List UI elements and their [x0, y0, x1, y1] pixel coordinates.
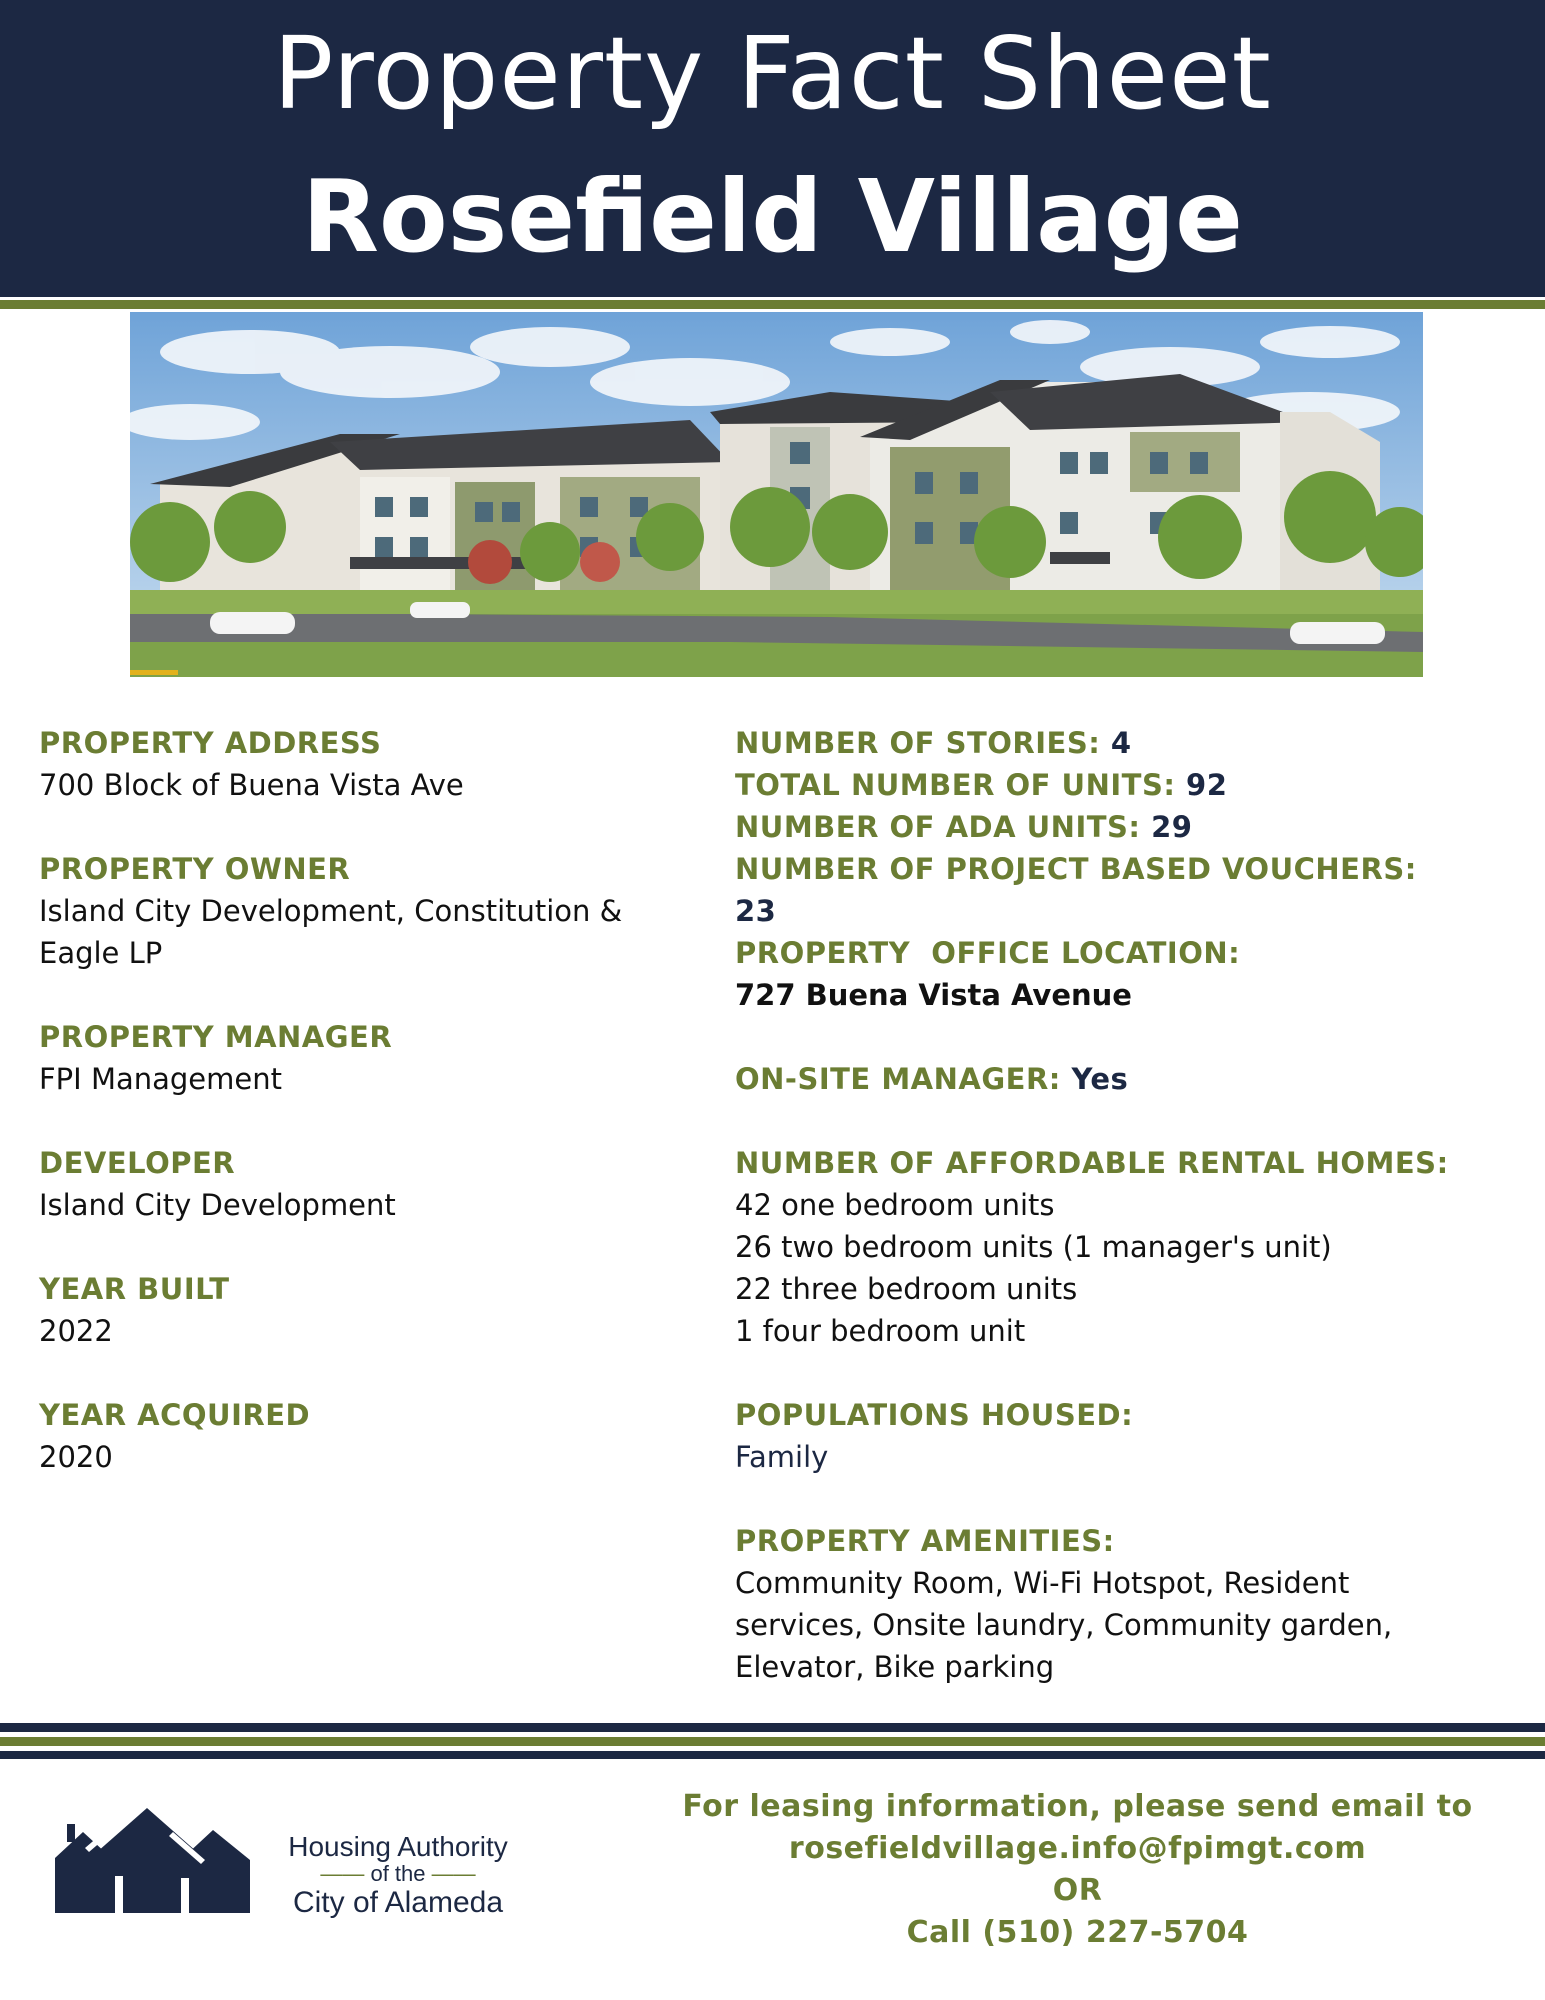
leasing-contact	[660, 1786, 1495, 1954]
vouchers-label: NUMBER OF PROJECT BASED VOUCHERS:	[735, 852, 1417, 886]
header-banner	[0, 0, 1545, 297]
left-column	[39, 722, 679, 1478]
property-owner-value-line2: Eagle LP	[39, 936, 163, 970]
homes-item-two-bedroom: 26 two bedroom units (1 manager's unit)	[735, 1230, 1332, 1264]
property-address-label: PROPERTY ADDRESS	[39, 726, 382, 760]
contact-phone-link[interactable]: Call (510) 227-5704	[906, 1915, 1249, 1950]
logo-line-1: Housing Authority	[288, 1831, 508, 1862]
homes-item-one-bedroom: 42 one bedroom units	[735, 1188, 1055, 1222]
contact-intro: For leasing information, please send email to	[682, 1789, 1473, 1824]
property-owner-value-line1: Island City Development, Constitution &	[39, 894, 623, 928]
property-name-title: Rosefield Village	[301, 158, 1243, 275]
ada-row	[735, 806, 1515, 848]
onsite-manager-label: ON-SITE MANAGER:	[735, 1062, 1061, 1096]
amenities-line: services, Onsite laundry, Community garden,	[735, 1608, 1393, 1642]
page-title: Property Fact Sheet	[273, 15, 1272, 132]
amenities-label: PROPERTY AMENITIES:	[735, 1524, 1115, 1558]
homes-item-four-bedroom: 1 four bedroom unit	[735, 1314, 1026, 1348]
developer-value: Island City Development	[39, 1188, 396, 1222]
ada-units-value: 29	[1151, 810, 1193, 844]
office-location-label: PROPERTY OFFICE LOCATION:	[735, 936, 1241, 970]
logo-text	[263, 1832, 533, 1920]
total-units-label: TOTAL NUMBER OF UNITS:	[735, 768, 1176, 802]
year-built-value: 2022	[39, 1314, 113, 1348]
stories-label: NUMBER OF STORIES:	[735, 726, 1101, 760]
homes-item-three-bedroom: 22 three bedroom units	[735, 1272, 1078, 1306]
office-location-value: 727 Buena Vista Avenue	[735, 978, 1132, 1012]
property-address-value: 700 Block of Buena Vista Ave	[39, 768, 464, 802]
vouchers-value: 23	[735, 894, 777, 928]
populations-value: Family	[735, 1440, 829, 1474]
property-owner-label: PROPERTY OWNER	[39, 852, 351, 886]
logo-line-3: City of Alameda	[292, 1886, 504, 1919]
amenities-line: Elevator, Bike parking	[735, 1650, 1055, 1684]
logo-line-2: of the	[370, 1861, 426, 1886]
right-column	[735, 722, 1515, 1688]
affordable-homes-label: NUMBER OF AFFORDABLE RENTAL HOMES:	[735, 1146, 1449, 1180]
ada-units-label: NUMBER OF ADA UNITS:	[735, 810, 1141, 844]
onsite-manager-value: Yes	[1071, 1062, 1129, 1096]
total-units-value: 92	[1186, 768, 1228, 802]
stories-row	[735, 722, 1515, 764]
property-manager-value: FPI Management	[39, 1062, 282, 1096]
contact-email-link[interactable]: rosefieldvillage.info@fpimgt.com	[788, 1831, 1367, 1866]
property-manager-label: PROPERTY MANAGER	[39, 1020, 393, 1054]
contact-or: OR	[1052, 1873, 1103, 1908]
year-acquired-value: 2020	[39, 1440, 113, 1474]
year-built-label: YEAR BUILT	[39, 1272, 230, 1306]
logo-line-2-wrap: —— of the ——	[320, 1861, 476, 1886]
developer-label: DEVELOPER	[39, 1146, 236, 1180]
houses-logo-icon	[55, 1808, 255, 1918]
year-acquired-label: YEAR ACQUIRED	[39, 1398, 311, 1432]
populations-label: POPULATIONS HOUSED:	[735, 1398, 1134, 1432]
amenities-line: Community Room, Wi-Fi Hotspot, Resident	[735, 1566, 1350, 1600]
building-rendering-image	[130, 312, 1423, 677]
onsite-manager-row	[735, 1058, 1515, 1100]
stories-value: 4	[1110, 726, 1132, 760]
units-row	[735, 764, 1515, 806]
